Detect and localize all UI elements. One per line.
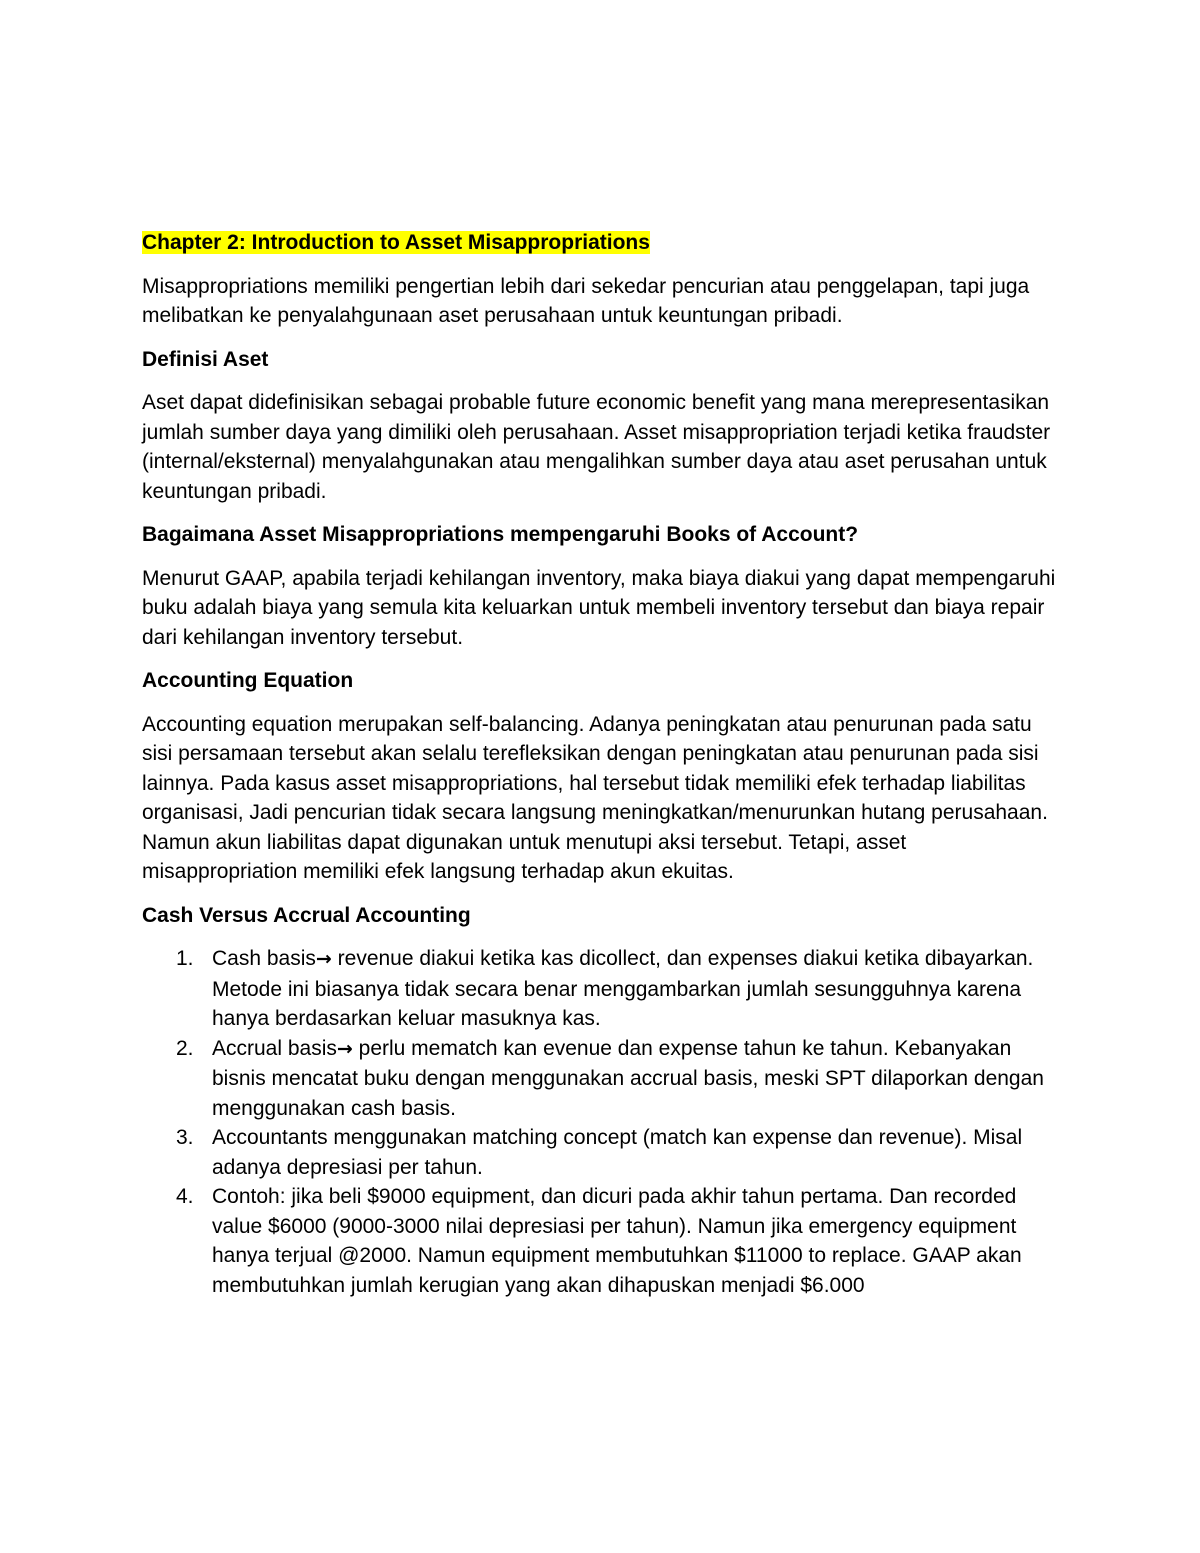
- intro-paragraph: Misappropriations memiliki pengertian lebih dari sekedar pencurian atau penggelapan, tapi juga melibatkan ke penyalahgunaan aset perusahaan untuk keuntungan pribadi.: [142, 274, 1030, 327]
- list-item-number: 4.: [176, 1185, 194, 1208]
- section-heading-equation: Accounting Equation: [142, 669, 354, 692]
- list-item: [142, 1034, 1067, 1124]
- list-item: [142, 1123, 1067, 1182]
- document-page: [142, 228, 1067, 1300]
- arrow-right-icon: →: [336, 1037, 353, 1060]
- list-item: [142, 1182, 1067, 1300]
- section-body-equation: Accounting equation merupakan self-balancing. Adanya peningkatan atau penurunan pada satu sisi persamaan tersebut akan selalu terefleksikan dengan peningkatan atau penurunan pada sisi lainnya. Pada kasus asset misappropriations, hal tersebut tidak memiliki efek terhadap liabilitas organisasi, Jadi pencurian tidak secara langsung meningkatkan/menurunkan hutang perusahaan. Namun akun liabilitas dapat digunakan untuk menutupi aksi tersebut. Tetapi, asset misappropriation memiliki efek langsung terhadap akun ekuitas.: [142, 712, 1048, 883]
- section-heading-books: Bagaimana Asset Misappropriations mempengaruhi Books of Account?: [142, 523, 859, 546]
- list-item-text: revenue diakui ketika kas dicollect, dan expenses diakui ketika dibayarkan. Metode ini biasanya tidak secara benar menggambarkan jumlah sesungguhnya karena hanya berdasarkan keluar masuknya kas.: [212, 947, 1034, 1030]
- list-item-number: 3.: [176, 1126, 194, 1149]
- list-item-number: 2.: [176, 1036, 194, 1060]
- list-item-text: Accountants menggunakan matching concept (match kan expense dan revenue). Misal adanya depresiasi per tahun.: [212, 1126, 1023, 1179]
- list-item-text: perlu mematch kan evenue dan expense tahun ke tahun. Kebanyakan bisnis mencatat buku dengan menggunakan accrual basis, meski SPT dilaporkan dengan menggunakan cash basis.: [212, 1036, 1044, 1120]
- arrow-right-icon: →: [315, 948, 332, 970]
- section-body-definisi: Aset dapat didefinisikan sebagai probable future economic benefit yang mana merepresentasikan jumlah sumber daya yang dimiliki oleh perusahaan. Asset misappropriation terjadi ketika fraudster (internal/eksternal) menyalahgunakan atau mengalihkan sumber daya atau aset perusahan untuk keuntungan pribadi.: [142, 391, 1051, 503]
- list-item-number: 1.: [176, 947, 194, 970]
- section-heading-definisi: Definisi Aset: [142, 347, 269, 371]
- list-item-lead: Accrual basis: [212, 1036, 337, 1060]
- cash-accrual-list: [142, 944, 1067, 1300]
- chapter-title: [142, 228, 1067, 258]
- list-item: [142, 944, 1067, 1034]
- list-item-text: Contoh: jika beli $9000 equipment, dan dicuri pada akhir tahun pertama. Dan recorded value $6000 (9000-3000 nilai depresiasi per tahun). Namun jika emergency equipment hanya terjual @2000. Namun equipment membutuhkan $11000 to replace. GAAP akan membutuhkan jumlah kerugian yang akan dihapuskan menjadi $6.000: [212, 1185, 1022, 1297]
- section-body-books: Menurut GAAP, apabila terjadi kehilangan inventory, maka biaya diakui yang dapat mempengaruhi buku adalah biaya yang semula kita keluarkan untuk membeli inventory tersebut dan biaya repair dari kehilangan inventory tersebut.: [142, 566, 1056, 649]
- list-item-lead: Cash basis: [212, 947, 316, 970]
- section-heading-cash-accrual: Cash Versus Accrual Accounting: [142, 903, 471, 927]
- chapter-title-text: Chapter 2: Introduction to Asset Misappropriations: [142, 231, 650, 254]
